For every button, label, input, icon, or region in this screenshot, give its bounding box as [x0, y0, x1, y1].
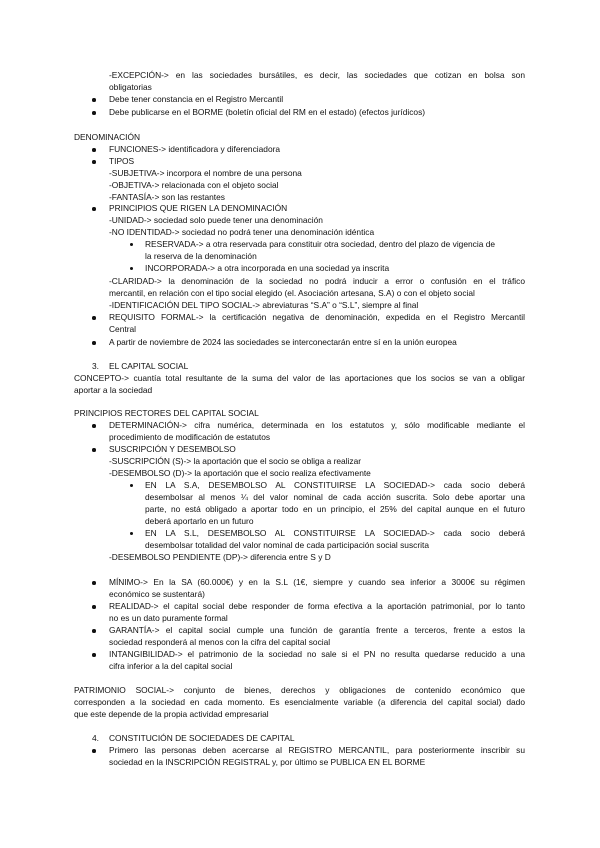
patrimonio-line-1: PATRIMONIO SOCIAL-> conjunto de bienes, derechos y obligaciones de contenido económico que	[74, 685, 525, 695]
identificacion-text: -IDENTIFICACIÓN DEL TIPO SOCIAL-> abreviaturas “S.A” o “S.L”, siempre al final	[109, 300, 419, 310]
bullet-icon	[92, 207, 96, 211]
requisito-line-2: Central	[109, 324, 136, 334]
requisito-line-1: REQUISITO FORMAL-> la certificación negativa de denominación, expedida en el Registro Mercantil	[109, 312, 525, 322]
claridad-line-2: mercantil, en relación con el tipo social elegido (el. Asociación artesana, S.A) o con el objeto social	[109, 288, 475, 298]
suscripcion-text: SUSCRIPCIÓN Y DESEMBOLSO	[109, 444, 236, 454]
bullet-icon	[92, 749, 96, 753]
realidad-line-1: REALIDAD-> el capital social debe responder de forma efectiva a la aportación patrimonial, por lo tanto	[109, 601, 525, 611]
denominacion-heading: DENOMINACIÓN	[74, 132, 141, 142]
determinacion-line-1: DETERMINACIÓN-> cifra numérica, determinada en los estatutos y, sólo modificable mediante el	[109, 420, 525, 430]
concepto-line-2: aportar a la sociedad	[74, 385, 153, 395]
bullet-icon	[130, 484, 133, 487]
objetiva-text: -OBJETIVA-> relacionada con el objeto social	[109, 180, 279, 190]
tipos-text: TIPOS	[109, 156, 135, 166]
constancia-text: Debe tener constancia en el Registro Mercantil	[109, 94, 284, 104]
bullet-icon	[92, 629, 96, 633]
bullet-icon	[130, 532, 133, 535]
excepcion-line-1: -EXCEPCIÓN-> en las sociedades bursátiles, es decir, las sociedades que cotizan en bolsa son	[109, 70, 525, 80]
intangibilidad-line-1: INTANGIBILIDAD-> el patrimonio de la sociedad no sale si el PN no resulta quedarse reducido a una	[109, 649, 525, 659]
garantia-line-2: sociedad responderá al menos con la cifra del capital social	[109, 637, 331, 647]
section-3-number: 3.	[92, 361, 99, 371]
bullet-icon	[92, 605, 96, 609]
no-identidad-text: -NO IDENTIDAD-> sociedad no podrá tener una denominación idéntica	[109, 227, 375, 237]
reservada-line-2: la reserva de la denominación	[145, 251, 257, 261]
principios-rectores-heading: PRINCIPIOS RECTORES DEL CAPITAL SOCIAL	[74, 408, 259, 418]
intangibilidad-line-2: cifra inferior a la del capital social	[109, 661, 233, 671]
funciones-text: FUNCIONES-> identificadora y diferenciadora	[109, 144, 281, 154]
borme-text: Debe publicarse en el BORME (boletín oficial del RM en el estado) (efectos jurídicos)	[109, 107, 426, 117]
bullet-icon	[92, 316, 96, 320]
sl-line-1: EN LA S.L, DESEMBOLSO AL CONSTITUIRSE LA SOCIEDAD-> cada socio deberá	[145, 528, 525, 538]
sa-line-2: desembolsar al menos ¼ del valor nominal de cada acción suscrita. Solo debe aportar una	[145, 492, 525, 502]
realidad-line-2: no es un dato puramente formal	[109, 613, 228, 623]
apartir-text: A partir de noviembre de 2024 las sociedades se interconectarán entre sí en la unión europea	[109, 337, 457, 347]
bullet-icon	[92, 424, 96, 428]
determinacion-line-2: procedimiento de modificación de estatutos	[109, 432, 271, 442]
bullet-icon	[92, 653, 96, 657]
concepto-line-1: CONCEPTO-> cuantía total resultante de la suma del valor de las aportaciones que los socios se van a obligar	[74, 373, 525, 383]
suscripcion-s-text: -SUSCRIPCIÓN (S)-> la aportación que el socio se obliga a realizar	[109, 456, 362, 466]
patrimonio-line-3: que este depende de la propia actividad empresarial	[74, 709, 269, 719]
fantasia-text: -FANTASÍA-> son las restantes	[109, 192, 225, 202]
sa-line-4: deberá aportarlo en un futuro	[145, 516, 254, 526]
section-4-number: 4.	[92, 733, 99, 743]
primero-line-1: Primero las personas deben acercarse al REGISTRO MERCANTIL, para posteriormente inscribir su	[109, 745, 525, 755]
bullet-icon	[92, 98, 96, 102]
patrimonio-line-2: corresponden a la sociedad en cada momento. Es esencialmente variable (a diferencia del capital social) dado	[74, 697, 525, 707]
bullet-icon	[92, 160, 96, 164]
primero-line-2: sociedad en la INSCRIPCIÓN REGISTRAL y, por último se PUBLICA EN EL BORME	[109, 757, 426, 767]
unidad-text: -UNIDAD-> sociedad solo puede tener una denominación	[109, 215, 323, 225]
minimo-line-2: económico se sustentará)	[109, 589, 205, 599]
principios-text: PRINCIPIOS QUE RIGEN LA DENOMINACIÓN	[109, 203, 288, 213]
bullet-icon	[92, 111, 96, 115]
bullet-icon	[92, 148, 96, 152]
incorporada-text: INCORPORADA-> a otra incorporada en una sociedad ya inscrita	[145, 263, 390, 273]
pendiente-text: -DESEMBOLSO PENDIENTE (DP)-> diferencia entre S y D	[109, 552, 331, 562]
subjetiva-text: -SUBJETIVA-> incorpora el nombre de una persona	[109, 168, 302, 178]
minimo-line-1: MÍNIMO-> En la SA (60.000€) y en la S.L (1€, siempre y cuando sea inferior a 3000€ su régimen	[109, 577, 525, 587]
bullet-icon	[130, 243, 133, 246]
excepcion-line-2: obligatorias	[109, 82, 152, 92]
desembolso-d-text: -DESEMBOLSO (D)-> la aportación que el socio realiza efectivamente	[109, 468, 371, 478]
garantia-line-1: GARANTÍA-> el capital social cumple una función de garantía frente a terceros, frente a estos la	[109, 625, 525, 635]
sa-line-1: EN LA S.A, DESEMBOLSO AL CONSTITUIRSE LA SOCIEDAD-> cada socio deberá	[145, 480, 525, 490]
bullet-icon	[92, 448, 96, 452]
capital-heading: EL CAPITAL SOCIAL	[109, 361, 189, 371]
constitucion-heading: CONSTITUCIÓN DE SOCIEDADES DE CAPITAL	[109, 733, 295, 743]
bullet-icon	[92, 341, 96, 345]
bullet-icon	[130, 267, 133, 270]
claridad-line-1: -CLARIDAD-> la denominación de la sociedad no podrá inducir a error o confusión en el tráfico	[109, 276, 525, 286]
sa-line-3: parte, no está obligado a aportar todo en un principio, el 25% del capital aunque en el futuro	[145, 504, 525, 514]
bullet-icon	[92, 581, 96, 585]
sl-line-2: desembolsar totalidad del valor nominal de cada participación social suscrita	[145, 540, 429, 550]
reservada-line-1: RESERVADA-> a otra reservada para constituir otra sociedad, dentro del plazo de vigencia de	[145, 239, 496, 249]
